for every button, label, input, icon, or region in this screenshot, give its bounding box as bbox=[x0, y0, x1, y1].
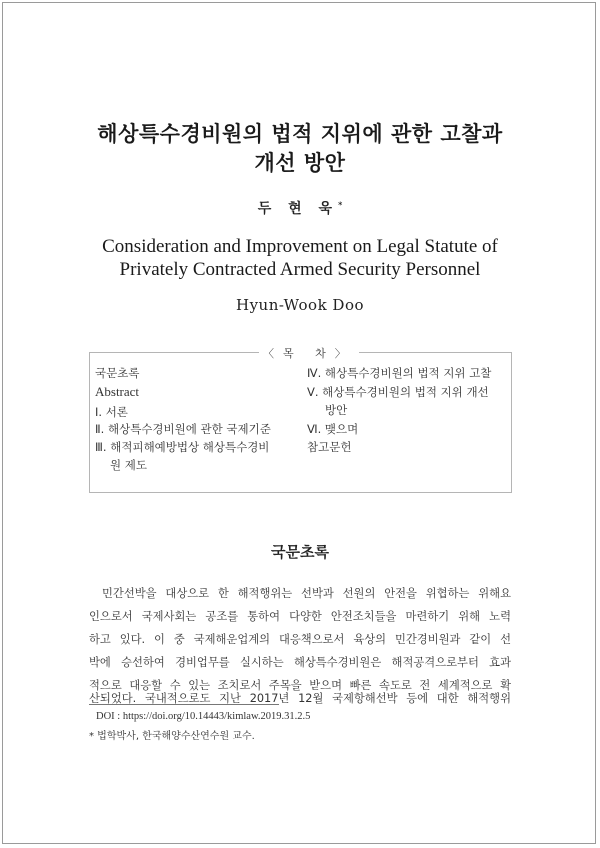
toc-item: 참고문헌 bbox=[307, 440, 352, 454]
korean-title-line-2: 개선 방안 bbox=[254, 150, 346, 175]
body-text-line: 민간선박을 대상으로 한 해적행위는 선박과 선원의 안전을 위협하는 위해요 bbox=[102, 587, 511, 600]
korean-title-line-1: 해상특수경비원의 법적 지위에 관한 고찰과 bbox=[97, 121, 503, 146]
footnote-rule bbox=[89, 704, 279, 705]
abstract-heading: 국문초록 bbox=[271, 543, 329, 561]
body-text-line: 하고 있다. 이 중 국제해운업계의 대응책으로서 육상의 민간경비원과 같이 선 bbox=[89, 633, 511, 646]
toc-item: Ⅳ. 해상특수경비원의 법적 지위 고찰 bbox=[307, 366, 492, 380]
korean-author-name: 두 현 욱 bbox=[257, 201, 339, 217]
author-affiliation-footnote: * 법학박사, 한국해양수산연수원 교수. bbox=[89, 731, 255, 742]
korean-author bbox=[0, 198, 600, 218]
toc-item: Abstract bbox=[95, 384, 140, 399]
toc-item: Ⅲ. 해적피해예방법상 해상특수경비 bbox=[95, 440, 270, 454]
author-footnote-mark: * bbox=[338, 199, 343, 210]
toc-item: Ⅵ. 맺으며 bbox=[307, 422, 359, 436]
english-author: Hyun-Wook Doo bbox=[235, 296, 365, 314]
toc-item: 국문초록 bbox=[95, 366, 140, 380]
doi-footnote: DOI : https://doi.org/10.14443/kimlaw.2019.31.2.5 bbox=[96, 711, 311, 722]
table-of-contents bbox=[89, 347, 512, 493]
toc-item: Ⅰ. 서론 bbox=[95, 405, 128, 419]
body-text-line: 인으로서 국제사회는 공조를 통하여 다양한 안전조치들을 마련하기 위해 노력 bbox=[89, 610, 511, 623]
body-text-line: 박에 승선하여 경비업무를 실시하는 해상특수경비원은 해적공격으로부터 효과 bbox=[89, 656, 511, 669]
english-title-line-1: Consideration and Improvement on Legal Statute of bbox=[102, 236, 498, 257]
toc-heading: 〈목 차〉 bbox=[259, 345, 359, 361]
english-title-line-2: Privately Contracted Armed Security Personnel bbox=[119, 259, 481, 280]
toc-item-continued: 방안 bbox=[325, 403, 348, 417]
toc-item: Ⅱ. 해상특수경비원에 관한 국제기준 bbox=[95, 422, 271, 436]
body-text-line: 적으로 대응할 수 있는 조치로서 주목을 받으며 빠른 속도로 전 세계적으로 확 bbox=[89, 679, 511, 692]
body-text-line: 산되었다. 국내적으로도 지난 2017년 12월 국제항해선박 등에 대한 해적행위 bbox=[89, 692, 511, 705]
toc-item-continued: 원 제도 bbox=[110, 458, 147, 472]
toc-item: Ⅴ. 해상특수경비원의 법적 지위 개선 bbox=[307, 385, 489, 399]
